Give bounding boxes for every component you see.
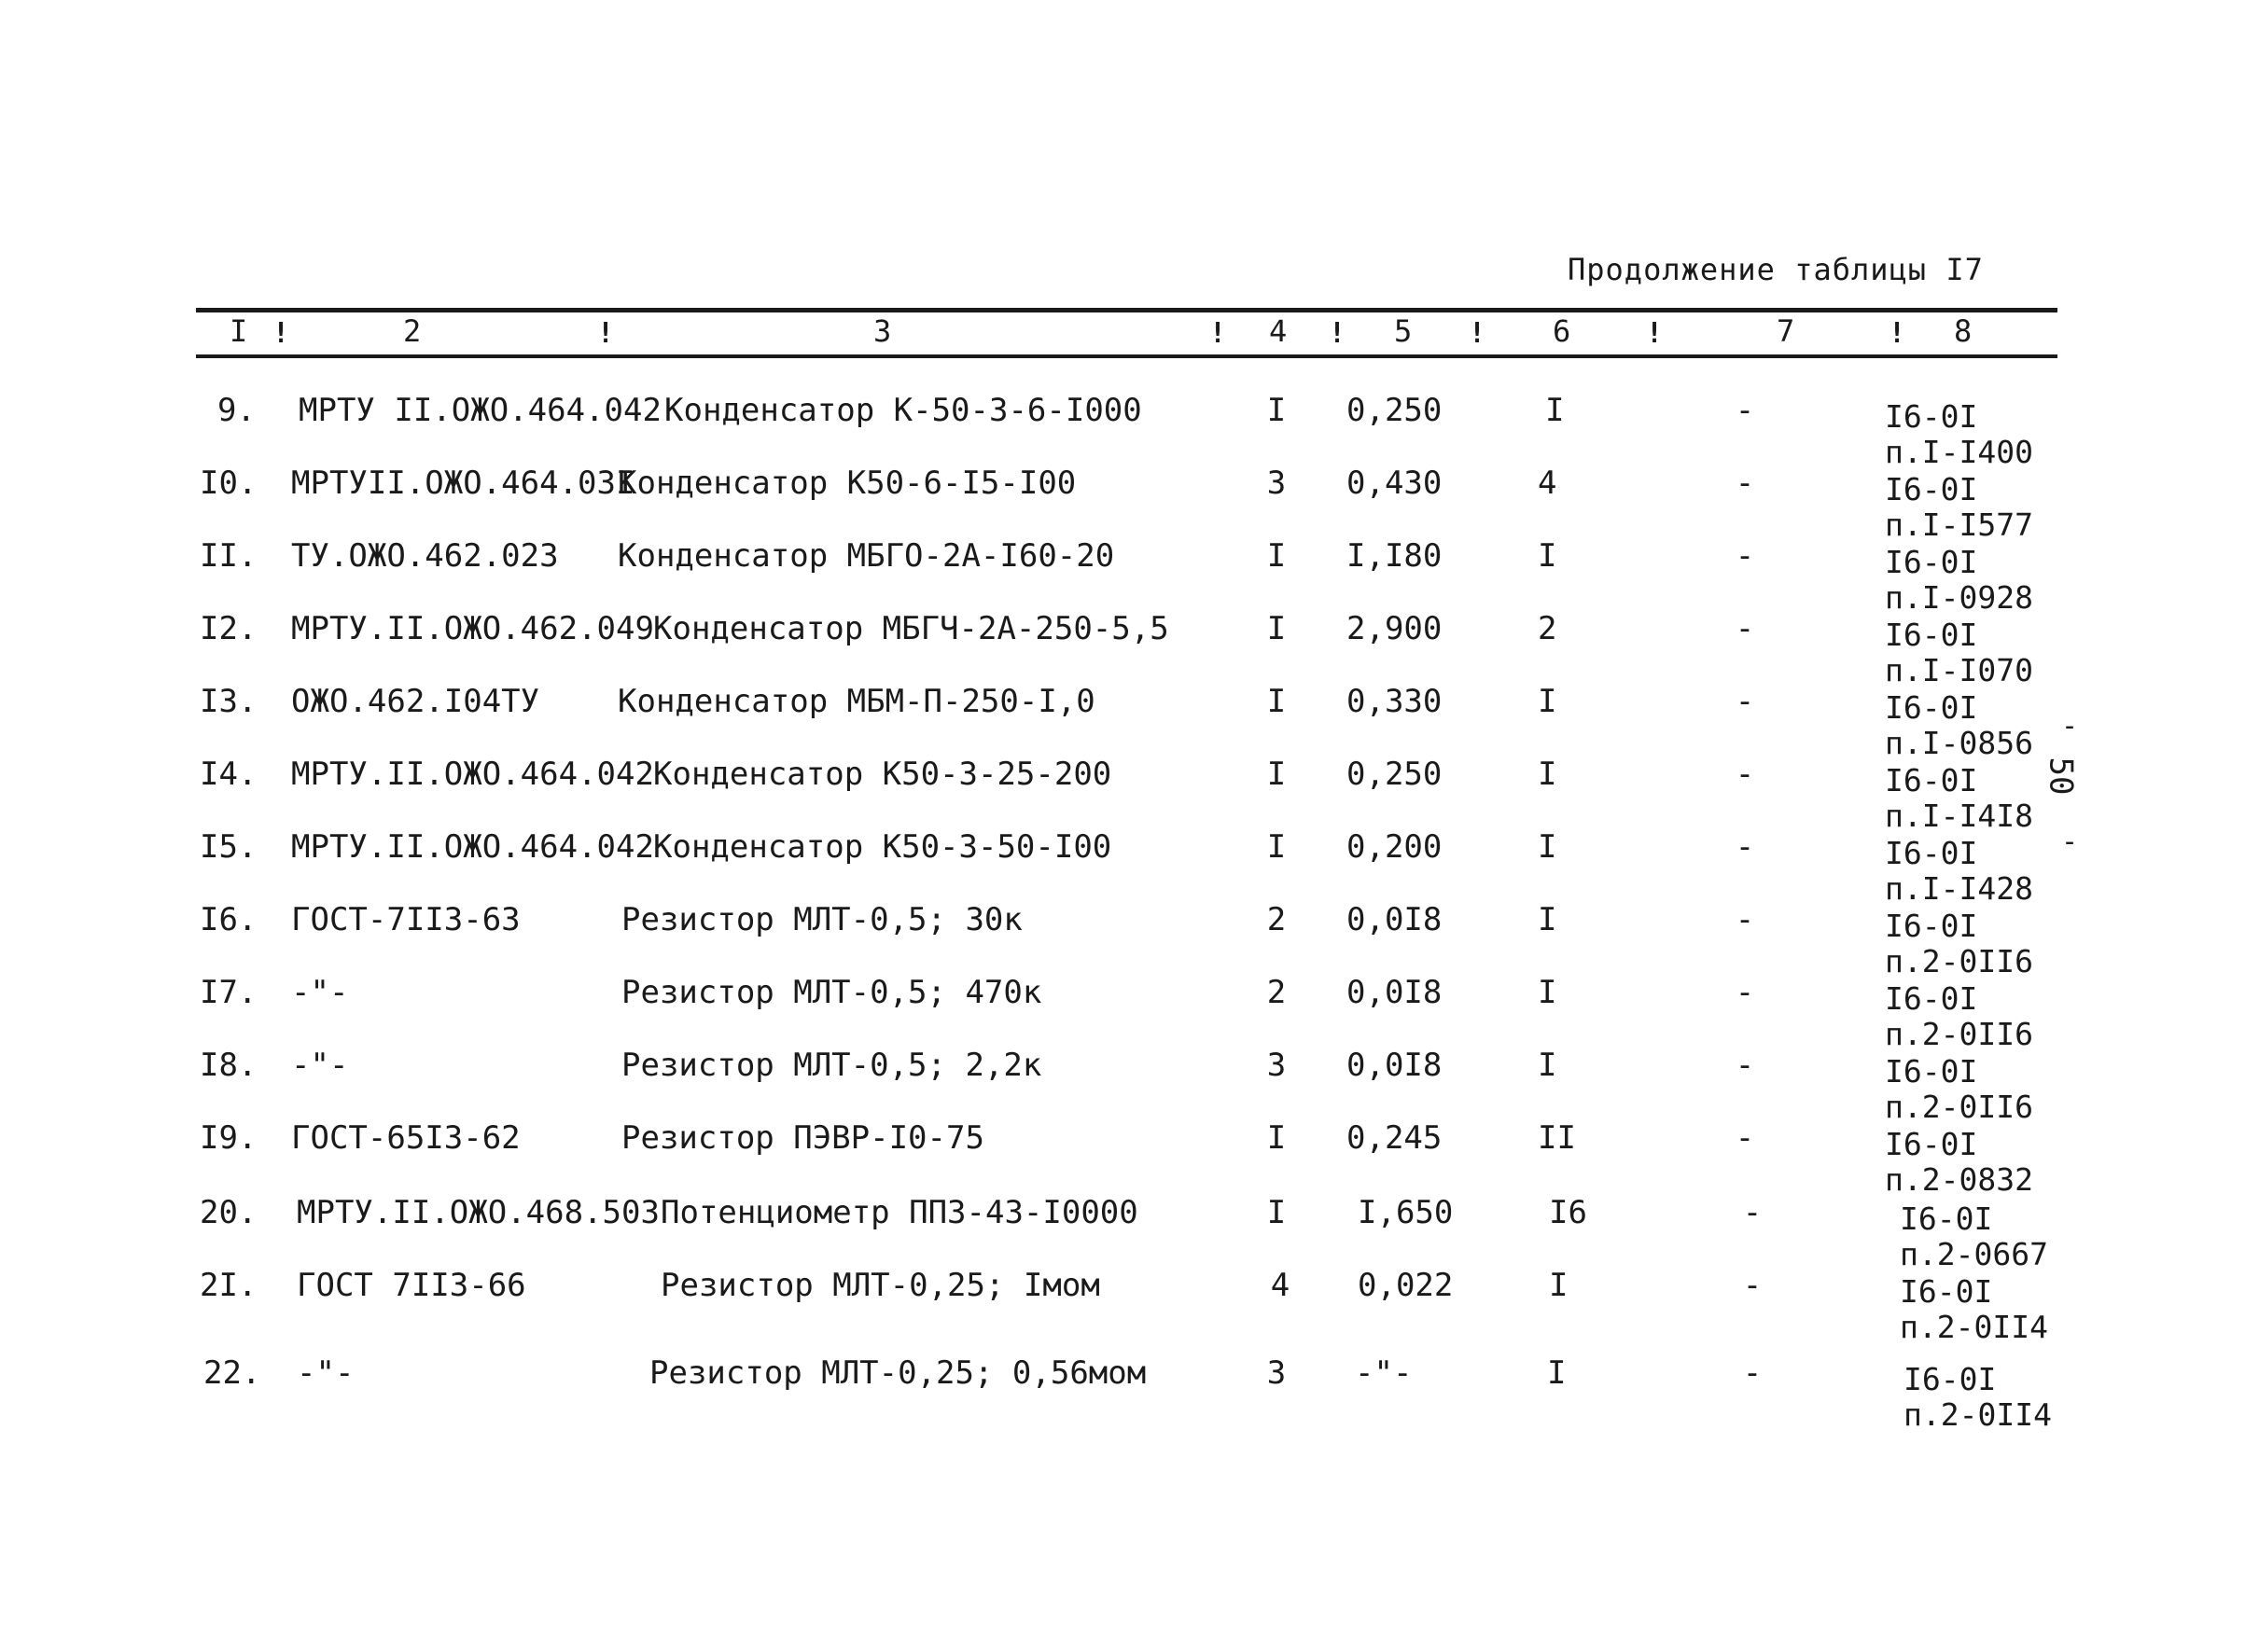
row-number: I3. <box>200 683 258 720</box>
row-ref-item: п.I-0928 <box>1885 579 2033 616</box>
row-ref-item: п.I-I070 <box>1885 652 2033 688</box>
header-col-2: 2 <box>403 313 422 349</box>
table-row <box>0 1194 2259 1272</box>
row-ref-code: I6-0I <box>1885 1053 1978 1090</box>
table-row <box>0 392 2259 470</box>
table-row <box>0 1047 2259 1125</box>
row-col-6: 4 <box>1538 465 1557 502</box>
table-row <box>0 610 2259 688</box>
row-document: -"- <box>291 1047 349 1084</box>
row-ref-item: п.2-0667 <box>1900 1236 2048 1272</box>
header-col-8: 8 <box>1954 313 1973 349</box>
header-separator: ! <box>1329 317 1346 350</box>
header-separator: ! <box>1646 317 1664 350</box>
row-ref-item: п.2-0II6 <box>1885 943 2033 979</box>
row-document: МРТУ II.ОЖО.464.042 <box>299 392 662 429</box>
row-ref-code: I6-0I <box>1885 398 1978 435</box>
header-separator: ! <box>1209 317 1227 350</box>
row-item-name: Конденсатор МБМ-П-250-I,0 <box>618 683 1095 720</box>
header-separator: ! <box>272 317 290 350</box>
row-col-7: - <box>1735 974 1755 1011</box>
row-col-8 <box>1885 545 2033 616</box>
row-ref-code: I6-0I <box>1885 1126 1978 1162</box>
row-col-7: - <box>1742 1194 1763 1231</box>
row-col-4: 2 <box>1266 901 1287 938</box>
row-item-name: Конденсатор К-50-3-6-I000 <box>664 392 1142 429</box>
row-col-5: 0,245 <box>1346 1119 1443 1157</box>
row-col-7: - <box>1735 1119 1755 1157</box>
page-mark-bottom: - <box>2060 826 2079 858</box>
row-item-name: Конденсатор МБГО-2А-I60-20 <box>618 537 1115 575</box>
row-number: I5. <box>200 828 258 866</box>
row-number: I9. <box>200 1119 258 1157</box>
table-row <box>0 1354 2259 1433</box>
row-col-6: I <box>1538 974 1557 1011</box>
row-col-8 <box>1885 909 2033 979</box>
row-col-4: I <box>1266 828 1287 866</box>
row-col-7: - <box>1735 392 1755 429</box>
row-document: МРТУ.II.ОЖО.462.049 <box>291 610 654 647</box>
row-ref-item: п.2-0832 <box>1885 1161 2033 1198</box>
row-col-4: 3 <box>1266 1047 1287 1084</box>
row-number: 9. <box>217 392 256 429</box>
table-caption: Продолжение таблицы I7 <box>1568 252 1984 287</box>
row-number: 22. <box>203 1354 261 1392</box>
row-document: МРТУ.II.ОЖО.468.503 <box>297 1194 660 1231</box>
page-number: 50 <box>2042 757 2080 796</box>
row-col-6: I <box>1538 901 1557 938</box>
row-col-5: 2,900 <box>1346 610 1443 647</box>
row-col-6: I <box>1538 828 1557 866</box>
header-col-4: 4 <box>1269 313 1288 349</box>
row-col-5: 0,0I8 <box>1346 1047 1443 1084</box>
row-col-5: 0,330 <box>1346 683 1443 720</box>
row-col-7: - <box>1735 683 1755 720</box>
row-number: I7. <box>200 974 258 1011</box>
row-ref-code: I6-0I <box>1885 762 1978 798</box>
row-col-5: 0,0I8 <box>1346 974 1443 1011</box>
header-separator: ! <box>597 317 615 350</box>
row-col-6: 2 <box>1538 610 1557 647</box>
row-document: -"- <box>291 974 349 1011</box>
row-col-6: I6 <box>1549 1194 1587 1231</box>
row-item-name: Резистор ПЭВР-I0-75 <box>621 1119 984 1157</box>
table-row <box>0 901 2259 979</box>
row-col-5: I,I80 <box>1346 537 1443 575</box>
page-mark-top: - <box>2060 710 2079 743</box>
row-col-6: I <box>1547 1354 1567 1392</box>
row-col-6: I <box>1538 756 1557 793</box>
row-col-8 <box>1900 1274 2048 1345</box>
row-item-name: Конденсатор К50-6-I5-I00 <box>618 465 1077 502</box>
row-col-4: I <box>1266 683 1287 720</box>
table-row <box>0 465 2259 543</box>
table-row <box>0 1119 2259 1198</box>
row-col-6: I <box>1549 1267 1569 1304</box>
table-row <box>0 1267 2259 1345</box>
row-col-8 <box>1885 1127 2033 1198</box>
row-col-8 <box>1885 981 2033 1052</box>
row-number: 20. <box>200 1194 258 1231</box>
row-number: I2. <box>200 610 258 647</box>
row-col-4: I <box>1266 610 1287 647</box>
table-row <box>0 756 2259 834</box>
row-document: МРТУ.II.ОЖО.464.042 <box>291 828 654 866</box>
row-item-name: Резистор МЛТ-0,5; 470к <box>621 974 1042 1011</box>
row-document: -"- <box>297 1354 355 1392</box>
row-col-4: I <box>1266 1119 1287 1157</box>
row-item-name: Потенциометр ППЗ-43-I0000 <box>661 1194 1138 1231</box>
row-ref-item: п.I-I400 <box>1885 434 2033 470</box>
row-col-8 <box>1885 1054 2033 1125</box>
row-col-5: 0,250 <box>1346 756 1443 793</box>
row-col-7: - <box>1735 465 1755 502</box>
table-row <box>0 537 2259 616</box>
row-document: ТУ.ОЖО.462.023 <box>291 537 559 575</box>
row-col-4: I <box>1266 537 1287 575</box>
row-number: II. <box>200 537 258 575</box>
row-item-name: Конденсатор К50-3-25-200 <box>653 756 1112 793</box>
row-col-7: - <box>1735 756 1755 793</box>
row-col-5: 0,250 <box>1346 392 1443 429</box>
row-document: ГОСТ-7II3-63 <box>291 901 521 938</box>
row-col-6: I <box>1538 1047 1557 1084</box>
table-row <box>0 683 2259 761</box>
row-document: ГОСТ 7II3-66 <box>297 1267 526 1304</box>
row-col-7: - <box>1735 537 1755 575</box>
row-col-4: 4 <box>1270 1267 1290 1304</box>
row-col-6: I <box>1545 392 1565 429</box>
row-number: I8. <box>200 1047 258 1084</box>
row-ref-item: п.I-I4I8 <box>1885 798 2033 834</box>
row-col-7: - <box>1742 1354 1763 1392</box>
row-item-name: Резистор МЛТ-0,5; 30к <box>621 901 1023 938</box>
row-item-name: Резистор МЛТ-0,25; 0,56мом <box>649 1354 1147 1392</box>
row-ref-item: п.2-0II6 <box>1885 1016 2033 1052</box>
row-number: I6. <box>200 901 258 938</box>
row-col-8 <box>1885 399 2033 470</box>
row-col-4: I <box>1266 392 1287 429</box>
row-col-8 <box>1885 763 2033 834</box>
row-col-4: 2 <box>1266 974 1287 1011</box>
row-col-6: I <box>1538 683 1557 720</box>
row-item-name: Резистор МЛТ-0,25; Iмом <box>661 1267 1100 1304</box>
row-document: МРТУ.II.ОЖО.464.042 <box>291 756 654 793</box>
row-col-8 <box>1885 836 2033 907</box>
row-item-name: Конденсатор МБГЧ-2А-250-5,5 <box>653 610 1169 647</box>
row-col-5: 0,022 <box>1358 1267 1454 1304</box>
row-col-5: -"- <box>1355 1354 1413 1392</box>
header-separator: ! <box>1889 317 1906 350</box>
row-number: I4. <box>200 756 258 793</box>
row-ref-code: I6-0I <box>1900 1273 1993 1310</box>
row-ref-item: п.I-I577 <box>1885 507 2033 543</box>
row-col-6: I <box>1538 537 1557 575</box>
row-ref-item: п.2-0II4 <box>1900 1309 2048 1345</box>
row-item-name: Резистор МЛТ-0,5; 2,2к <box>621 1047 1042 1084</box>
row-col-4: 3 <box>1266 465 1287 502</box>
row-ref-code: I6-0I <box>1885 471 1978 507</box>
row-ref-code: I6-0I <box>1885 908 1978 944</box>
row-col-6: II <box>1538 1119 1576 1157</box>
table-row <box>0 828 2259 907</box>
row-number: I0. <box>200 465 258 502</box>
row-col-4: I <box>1266 1194 1287 1231</box>
row-ref-code: I6-0I <box>1885 980 1978 1017</box>
row-col-5: 0,430 <box>1346 465 1443 502</box>
row-col-7: - <box>1742 1267 1763 1304</box>
row-ref-code: I6-0I <box>1885 689 1978 726</box>
row-col-7: - <box>1735 610 1755 647</box>
header-col-3: 3 <box>873 313 892 349</box>
row-col-7: - <box>1735 1047 1755 1084</box>
row-ref-code: I6-0I <box>1885 544 1978 580</box>
row-number: 2I. <box>200 1267 258 1304</box>
header-col-5: 5 <box>1394 313 1413 349</box>
row-col-8 <box>1900 1201 2048 1272</box>
row-col-5: I,650 <box>1358 1194 1454 1231</box>
row-ref-code: I6-0I <box>1900 1201 1993 1237</box>
row-col-8 <box>1903 1362 2052 1433</box>
header-col-1: I <box>230 313 248 349</box>
row-document: ГОСТ-65I3-62 <box>291 1119 521 1157</box>
row-col-8 <box>1885 472 2033 543</box>
row-col-7: - <box>1735 828 1755 866</box>
row-ref-item: п.I-0856 <box>1885 725 2033 761</box>
header-col-6: 6 <box>1553 313 1571 349</box>
row-ref-code: I6-0I <box>1885 617 1978 653</box>
row-ref-item: п.2-0II4 <box>1903 1396 2052 1433</box>
row-col-7: - <box>1735 901 1755 938</box>
row-col-8 <box>1885 690 2033 761</box>
row-item-name: Конденсатор К50-3-50-I00 <box>653 828 1112 866</box>
row-col-5: 0,0I8 <box>1346 901 1443 938</box>
row-col-5: 0,200 <box>1346 828 1443 866</box>
table-row <box>0 974 2259 1052</box>
header-separator: ! <box>1469 317 1486 350</box>
row-ref-item: п.I-I428 <box>1885 870 2033 907</box>
row-document: МРТУII.ОЖО.464.03I <box>291 465 635 502</box>
row-col-4: I <box>1266 756 1287 793</box>
row-document: ОЖО.462.I04ТУ <box>291 683 540 720</box>
row-col-8 <box>1885 618 2033 688</box>
row-ref-item: п.2-0II6 <box>1885 1089 2033 1125</box>
header-col-7: 7 <box>1777 313 1795 349</box>
row-col-4: 3 <box>1266 1354 1287 1392</box>
row-ref-code: I6-0I <box>1885 835 1978 871</box>
row-ref-code: I6-0I <box>1903 1361 1997 1397</box>
